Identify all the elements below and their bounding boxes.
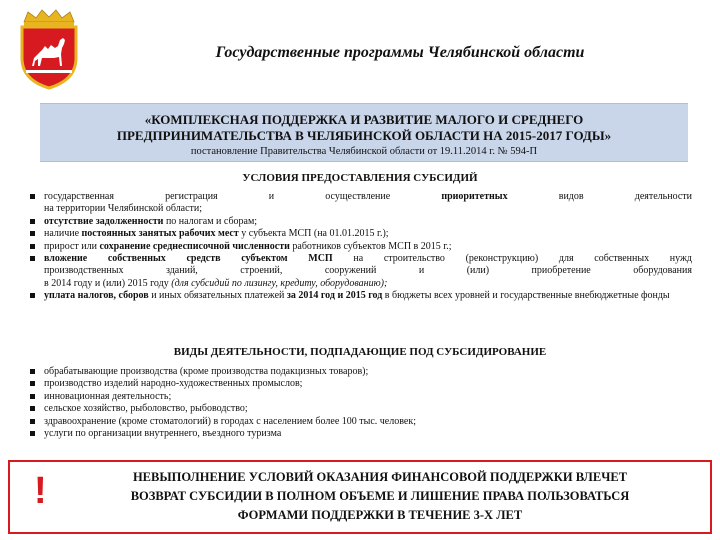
- bullet-icon: [30, 406, 35, 411]
- list-item-text: на территории Челябинской области;: [44, 203, 203, 215]
- list-item-line: [44, 278, 692, 290]
- warning-text: [60, 468, 700, 525]
- list-item: [30, 416, 692, 428]
- list-item: [30, 366, 692, 378]
- bullet-icon: [30, 381, 35, 386]
- list-item-text: прирост или: [44, 240, 100, 252]
- list-item-line: [44, 191, 692, 203]
- conditions-list: [30, 191, 692, 303]
- list-item: [30, 403, 692, 415]
- program-title-line-1: «КОМПЛЕКСНАЯ ПОДДЕРЖКА И РАЗВИТИЕ МАЛОГО И СРЕДНЕГО: [144, 112, 584, 127]
- list-item-emphasis: приоритетных: [441, 191, 508, 202]
- program-title-line-2: ПРЕДПРИНИМАТЕЛЬСТВА В ЧЕЛЯБИНСКОЙ ОБЛАСТИ НА 2015-2017 ГОДЫ»: [116, 128, 612, 143]
- program-title: [40, 112, 688, 144]
- list-item-emphasis: сохранение среднесписочной численности: [99, 240, 290, 252]
- list-item-emphasis: отсутствие задолженности: [44, 215, 164, 227]
- list-item: [30, 241, 692, 253]
- decree-reference: постановление Правительства Челябинской области от 19.11.2014 г. № 594-П: [190, 146, 538, 157]
- list-item-text: по налогам и сборам;: [163, 215, 258, 227]
- bullet-icon: [30, 231, 35, 236]
- list-item-text: видов деятельности: [558, 191, 692, 202]
- list-item: [30, 216, 692, 228]
- bullet-icon: [30, 244, 35, 249]
- bullet-icon: [30, 369, 35, 374]
- list-item: [30, 378, 692, 390]
- page-title: Государственные программы Челябинской области: [215, 44, 585, 61]
- program-banner: [40, 103, 688, 162]
- list-item-text: здравоохранение (кроме стоматологий) в городах с населением более 100 тыс. человек;: [44, 415, 416, 427]
- list-item-text: работников субъектов МСП в 2015 г.;: [289, 240, 452, 252]
- list-item-line: [44, 253, 692, 265]
- list-item-text: инновационная деятельность;: [44, 390, 172, 402]
- list-item-text: на строительство (реконструкцию) для собственных нужд: [332, 253, 692, 265]
- bullet-icon: [30, 194, 35, 199]
- list-item: [30, 290, 692, 302]
- list-item-text: государственная регистрация и осуществление: [44, 191, 391, 202]
- conditions-title: УСЛОВИЯ ПРЕДОСТАВЛЕНИЯ СУБСИДИЙ: [242, 172, 478, 184]
- exclamation-icon: !: [34, 470, 47, 512]
- list-item: [30, 391, 692, 403]
- bullet-icon: [30, 431, 35, 436]
- list-item-text: услуги по организации внутреннего, въездного туризма: [44, 428, 282, 440]
- chelyabinsk-coat-of-arms: [14, 8, 84, 90]
- list-item-text: наличие: [44, 228, 82, 240]
- list-item: [30, 428, 692, 440]
- list-item-text: у субъекта МСП (на 01.01.2015 г.);: [238, 228, 389, 240]
- list-item: [30, 228, 692, 240]
- list-item-emphasis: уплата налогов, сборов: [44, 290, 149, 302]
- warning-line-1: НЕВЫПОЛНЕНИЕ УСЛОВИЙ ОКАЗАНИЯ ФИНАНСОВОЙ ПОДДЕРЖКИ ВЛЕЧЕТ: [132, 470, 628, 484]
- list-item-emphasis: вложение собственных средств субъектом МСП: [44, 253, 333, 265]
- list-item: [30, 191, 692, 216]
- list-item-text: и иных обязательных платежей: [148, 290, 287, 302]
- warning-line-2: ВОЗВРАТ СУБСИДИИ В ПОЛНОМ ОБЪЕМЕ И ЛИШЕНИЕ ПРАВА ПОЛЬЗОВАТЬСЯ: [130, 489, 630, 503]
- list-item-emphasis: за 2014 год и 2015 год: [286, 290, 383, 302]
- list-item-text: в 2014 году и (или) 2015 году: [44, 277, 172, 289]
- activities-list: [30, 366, 692, 440]
- warning-box: [8, 460, 712, 534]
- warning-line-3: ФОРМАМИ ПОДДЕРЖКИ В ТЕЧЕНИЕ 3-Х ЛЕТ: [237, 508, 523, 522]
- list-item-text: сельское хозяйство, рыболовство, рыбоводство;: [44, 403, 248, 415]
- list-item-text: производственных зданий, строений, сооружений и (или) приобретение оборудования: [44, 265, 692, 277]
- activities-title: ВИДЫ ДЕЯТЕЛЬНОСТИ, ПОДПАДАЮЩИЕ ПОД СУБСИДИРОВАНИЕ: [173, 346, 547, 358]
- list-item-text: в бюджеты всех уровней и государственные внебюджетные фонды: [382, 290, 670, 302]
- bullet-icon: [30, 394, 35, 399]
- bullet-icon: [30, 219, 35, 224]
- list-item-note: (для субсидий по лизингу, кредиту, оборудованию);: [171, 277, 388, 289]
- bullet-icon: [30, 293, 35, 298]
- bullet-icon: [30, 256, 35, 261]
- list-item-text: обрабатывающие производства (кроме производства подакцизных товаров);: [44, 366, 369, 377]
- bullet-icon: [30, 419, 35, 424]
- list-item-text: производство изделий народно-художественных промыслов;: [44, 378, 303, 390]
- coat-of-arms-icon: [14, 8, 84, 90]
- list-item: [30, 253, 692, 290]
- list-item-emphasis: постоянных занятых рабочих мест: [81, 228, 239, 240]
